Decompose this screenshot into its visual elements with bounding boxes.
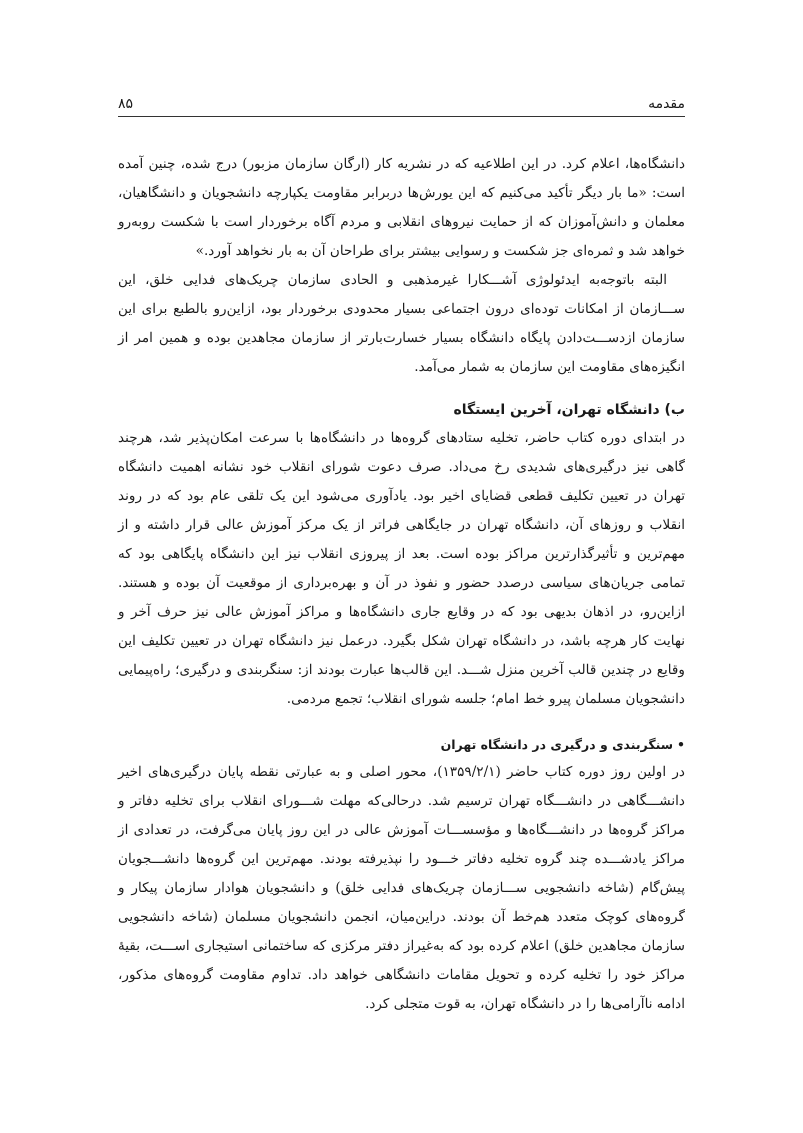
subsection-heading-wrapper bbox=[118, 732, 685, 758]
section-title: مقدمه bbox=[648, 96, 685, 112]
subsection-heading: سنگربندی و درگیری در دانشگاه تهران bbox=[440, 737, 673, 752]
bullet-icon: • bbox=[677, 737, 685, 752]
running-head bbox=[118, 86, 685, 112]
spacer bbox=[118, 714, 685, 732]
paragraph-1: دانشگاه‌ها، اعلام کرد. در این اطلاعیه که در نشریه کار (ارگان سازمان مزبور) درج شده، چنین آمده است: «ما بار دیگر تأکید می‌کنیم که این یورش‌ها دربرابر مقاومت یکپارچه دانشجویان و دانشگاهیان، معلمان و دانش‌آموزان که از حمایت نیروهای انقلابی و مردم آگاه برخوردار است با شکست روبه‌رو خواهد شد و ثمره‌ای جز شکست و رسوایی بیشتر برای طراحان آن به بار نخواهد آورد.» bbox=[118, 156, 685, 259]
main-text bbox=[118, 150, 685, 1103]
paragraph-3: در ابتدای دوره کتاب حاضر، تخلیه ستادهای گروه‌ها در دانشگاه‌ها با سرعت امکان‌پذیر شد، هرچند گاهی نیز درگیری‌های شدیدی رخ می‌داد. صرف دعوت شورای انقلاب خود نشانه اهمیت دانشگاه تهران در تعیین تکلیف قطعی قضایای اخیر بود. یادآوری می‌شود این یک تلقی عام بود که در روند انقلاب و روزهای آن، دانشگاه تهران در جایگاهی فراتر از یک مرکز آموزش عالی قرار داشته و از مهم‌ترین و تأثیرگذارترین مراکز بوده است. بعد از پیروزی انقلاب نیز این دانشگاه پایگاهی بود که تمامی جریان‌های سیاسی درصدد حضور و نفوذ در آن و بهره‌برداری از موقعیت آن بوده و هستند. ازاین‌رو، در اذهان بدیهی بود که در وقایع جاری دانشگاه‌ها و مراکز آموزش عالی نیز حرف آخر و نهایت کار هرچه باشد، در دانشگاه تهران شکل بگیرد. درعمل نیز دانشگاه تهران در تعیین تکلیف این وقایع در چندین قالب آخرین منزل شـــد. این قالب‌ها عبارت بودند از: سنگربندی و درگیری؛ راه‌پیمایی دانشجویان مسلمان پیرو خط امام؛ جلسه شورای انقلاب؛ تجمع مردمی. bbox=[118, 430, 685, 707]
paragraph-4: در اولین روز دوره کتاب حاضر (۱۳۵۹/۲/۱)، محور اصلی و به عبارتی نقطه پایان درگیری‌های اخیر دانشـــگاهی در دانشـــگاه تهران ترسیم شد. درحالی‌که مهلت شـــورای انقلاب برای تخلیه دفاتر و مراکز گروه‌ها در دانشـــگاه‌ها و مؤسســـات آموزش عالی در این روز پایان می‌گرفت، در تعدادی از مراکز یادشـــده چند گروه تخلیه دفاتر خـــود را نپذیرفته بودند. مهم‌ترین این گروه‌ها دانشـــجویان پیش‌گام (شاخه دانشجویی ســـازمان چریک‌های فدایی خلق) و دانشجویان هوادار سازمان پیکار و گروه‌های کوچک متعدد هم‌خط آن بودند. دراین‌میان، انجمن دانشجویان مسلمان (شاخه دانشجویی سازمان مجاهدین خلق) اعلام کرده بود که به‌غیراز دفتر مرکزی که ساختمانی استیجاری اســـت، بقیهٔ مراکز خود را تخلیه کرده و تحویل مقامات دانشگاهی خواهد داد. تداوم مقاومت گروه‌های مذکور، ادامه ناآرامی‌ها را در دانشگاه تهران، به قوت متجلی کرد. bbox=[118, 764, 685, 1012]
spacer bbox=[118, 382, 685, 396]
header-rule bbox=[118, 116, 685, 117]
section-heading: ب) دانشگاه تهران، آخرین ایستگاه bbox=[453, 402, 685, 418]
paragraph-2: البته باتوجه‌به ایدئولوژی آشـــکارا غیرمذهبی و الحادی سازمان چریک‌های فدایی خلق، این ســـازمان از امکانات توده‌ای درون اجتماعی بسیار محدودی برخوردار بود، ازاین‌رو بالطبع برای این سازمان ازدســـت‌دادن پایگاه دانشگاه بسیار خسارت‌بارتر از سازمان مجاهدین بوده و همین امر از انگیزه‌های مقاومت این سازمان به شمار می‌آمد. bbox=[118, 272, 685, 375]
page-number: ۸۵ bbox=[118, 96, 134, 112]
